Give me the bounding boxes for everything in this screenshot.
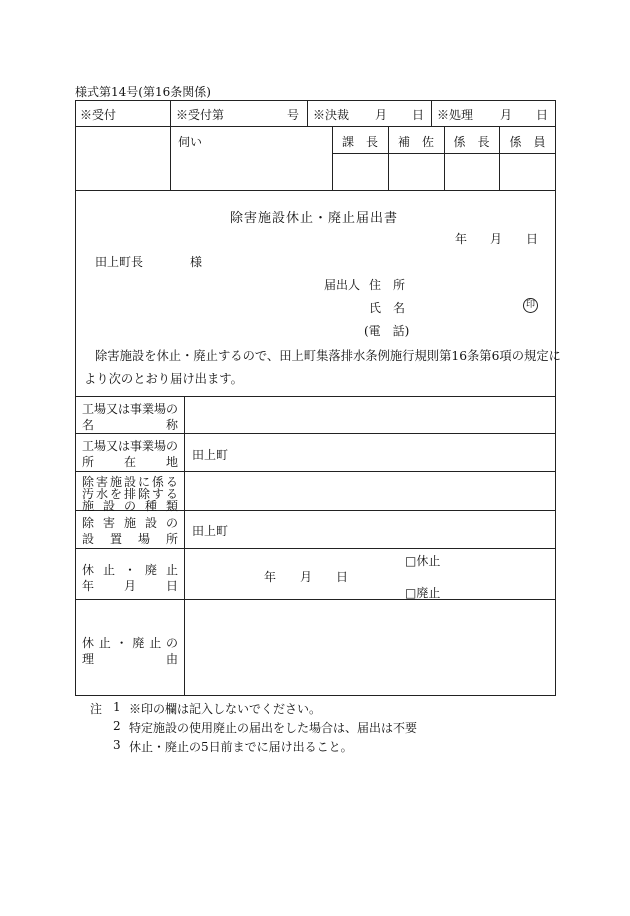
ukagai-label: 伺い	[178, 135, 203, 149]
phone-label: (電 話)	[364, 324, 410, 338]
row5-label-line1: 休 止 ・ 廃 止	[82, 563, 178, 577]
row1-label-line1: 工場又は事業場の	[82, 402, 179, 416]
date-month: 月	[490, 232, 503, 246]
uketsuke-no-label: ※受付第	[176, 108, 225, 122]
honorific: 様	[190, 255, 203, 269]
row2-value: 田上町	[192, 448, 229, 462]
role-kacho: 課 長	[341, 135, 378, 149]
kessai-month: 月	[375, 108, 388, 122]
form-label: 様式第14号(第16条関係)	[75, 85, 211, 99]
row5-date-day: 日	[336, 570, 349, 584]
row5-date-month: 月	[300, 570, 313, 584]
shori-day: 日	[536, 108, 549, 122]
notes-label: 注	[90, 702, 103, 716]
addressee: 田上町長	[95, 255, 144, 269]
note-3-num: 3	[113, 738, 121, 752]
row3-label-line3: 施 設 の 種 類	[82, 499, 178, 513]
role-hosa: 補 佐	[397, 135, 434, 149]
body-text-line2: より次のとおり届け出ます。	[84, 372, 243, 386]
note-2-text: 特定施設の使用廃止の届出をした場合は、届出は不要	[129, 721, 418, 735]
role-kakariin: 係 員	[509, 135, 546, 149]
date-year: 年	[455, 232, 468, 246]
date-day: 日	[526, 232, 539, 246]
row3-label-line1: 除 害 施 設 に 係 る	[82, 475, 178, 489]
applicant-label: 届出人	[324, 278, 361, 292]
row5-label-line2: 年 月 日	[82, 579, 178, 593]
role-kakaricho: 係 長	[453, 135, 490, 149]
go-label: 号	[287, 108, 300, 122]
document-title: 除害施設休止・廃止届出書	[230, 211, 399, 226]
row2-label-line2: 所 在 地	[82, 455, 178, 469]
note-3-text: 休止・廃止の5日前までに届け出ること。	[129, 740, 353, 754]
row6-label-line1: 休 止 ・ 廃 止 の	[82, 636, 178, 650]
row3-label-line2: 汚 水 を 排 除 す る	[82, 487, 178, 501]
kessai-label: ※決裁	[313, 108, 350, 122]
kessai-day: 日	[412, 108, 425, 122]
note-1-text: ※印の欄は記入しないでください。	[129, 702, 322, 716]
uketsuke-label: ※受付	[80, 108, 117, 122]
row2-label-line1: 工場又は事業場の	[82, 439, 179, 453]
body-text-line1: 除害施設を休止・廃止するので、田上町集落排水条例施行規則第16条第6項の規定に	[95, 349, 561, 363]
row5-date-year: 年	[264, 570, 277, 584]
checkbox-kyushi[interactable]: □休止	[405, 554, 441, 568]
address-label: 住 所	[369, 278, 406, 292]
row6-label-line2: 理 由	[82, 652, 178, 666]
note-1-num: 1	[113, 700, 121, 714]
note-2-num: 2	[113, 719, 121, 733]
shori-label: ※処理	[437, 108, 474, 122]
row1-label-line2: 名 称	[82, 418, 178, 432]
seal-mark: 印	[523, 298, 538, 313]
row4-value: 田上町	[192, 524, 229, 538]
shori-month: 月	[500, 108, 513, 122]
row4-label-line2: 設 置 場 所	[82, 532, 178, 546]
checkbox-haishi[interactable]: □廃止	[405, 586, 441, 600]
row4-label-line1: 除 害 施 設 の	[82, 516, 178, 530]
name-label: 氏 名	[369, 301, 406, 315]
